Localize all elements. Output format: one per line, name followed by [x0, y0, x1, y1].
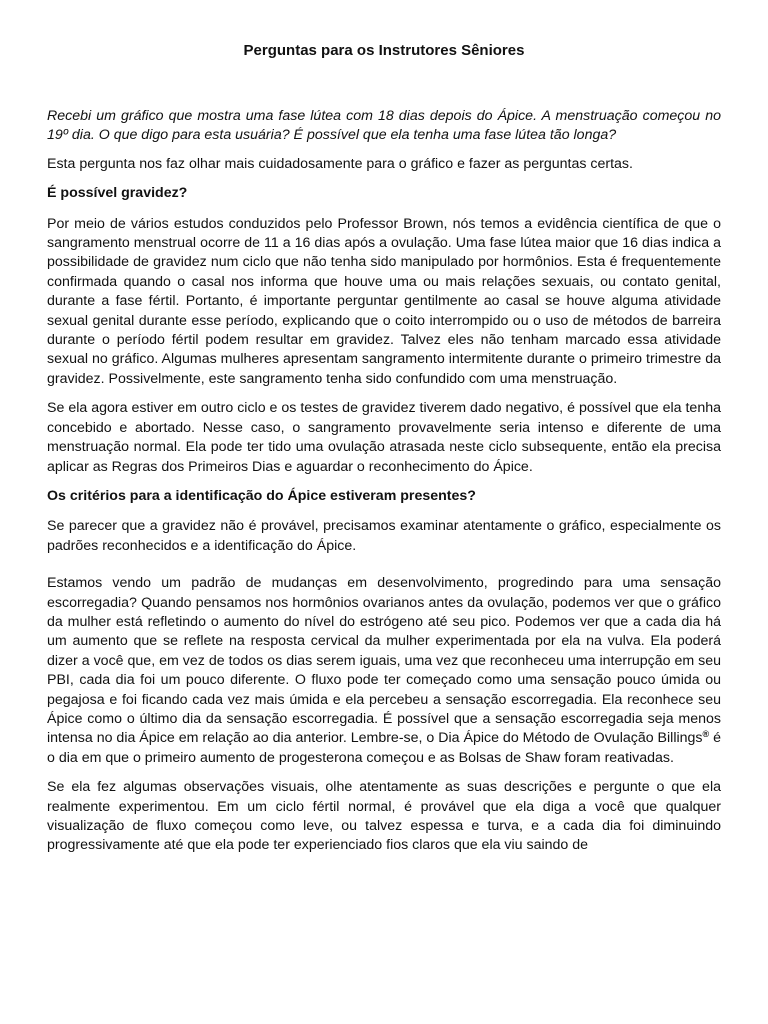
reader-question: Recebi um gráfico que mostra uma fase lútea com 18 dias depois do Ápice. A menstruação começou no 19º dia. O que digo para esta usuária? É possível que ela tenha uma fase lútea tão longa?: [47, 108, 721, 144]
paragraph-visual-observations: Se ela fez algumas observações visuais, olhe atentamente as suas descrições e pergunte o que ela realmente experimentou. Em um ciclo fértil normal, é provável que ela diga a você que qualquer visualização de fluxo começou como leve, ou talvez espessa e turva, e a cada dia foi diminuindo progressivamente até que ela pode ter experienciado fios claros que ela viu saindo de: [47, 779, 721, 854]
paragraph-examine-chart: Se parecer que a gravidez não é provável, precisamos examinar atentamente o gráfico, especialmente os padrões reconhecidos e a identificação do Ápice.: [47, 518, 721, 554]
intro-paragraph: Esta pergunta nos faz olhar mais cuidadosamente para o gráfico e fazer as perguntas certas.: [47, 155, 633, 172]
section-heading-peak-criteria: Os critérios para a identificação do Ápice estiveram presentes?: [47, 487, 476, 504]
document-body: [47, 107, 721, 856]
pattern-text-tail: é o dia em que o primeiro aumento de progesterona começou e as Bolsas de Shaw foram reativadas.: [47, 730, 721, 766]
pattern-text: Estamos vendo um padrão de mudanças em desenvolvimento, progredindo para uma sensação escorregadia? Quando pensamos nos hormônios ovarianos antes da ovulação, podemos ver que o gráfico da mulher está refletindo o aumento do nível do estrógeno até seu pico. Podemos ver que a cada dia há um aumento que se reflete na resposta cervical da mulher experimentada por ela na vulva. Ela poderá dizer a você que, em vez de todos os dias serem iguais, uma vez que reconheceu uma interrupção em seu PBI, cada dia foi um pouco diferente. O fluxo pode ter começado como uma sensação pouco úmida ou pegajosa e foi ficando cada vez mais úmida e ela percebeu a sensação escorregadia. Ela reconhece seu Ápice como o último dia da sensação escorregadia. É possível que a sensação escorregadia seja menos intensa no dia Ápice em relação ao dia anterior. Lembre-se, o Dia Ápice do Método de Ovulação Billings: [47, 575, 721, 747]
registered-mark: ®: [702, 729, 710, 740]
page-title: Perguntas para os Instrutores Sêniores: [243, 42, 525, 59]
paragraph-miscarriage: Se ela agora estiver em outro ciclo e os testes de gravidez tiverem dado negativo, é possível que ela tenha concebido e abortado. Nesse caso, o sangramento provavelmente seria intenso e diferente de uma menstruação normal. Ela pode ter tido uma ovulação atrasada neste ciclo subsequente, então ela precisa aplicar as Regras dos Primeiros Dias e aguardar o reconhecimento do Ápice.: [47, 400, 721, 475]
section-heading-pregnancy: É possível gravidez?: [47, 185, 188, 202]
paragraph-luteal-phase: Por meio de vários estudos conduzidos pelo Professor Brown, nós temos a evidência científica de que o sangramento menstrual ocorre de 11 a 16 dias após a ovulação. Uma fase lútea maior que 16 dias indica a possibilidade de gravidez num ciclo que não tenha sido manipulado por hormônios. Esta é frequentemente confirmada quando o casal nos informa que houve uma ou mais relações sexuais, ou contato genital, durante a fase fértil. Portanto, é importante perguntar gentilmente ao casal se houve alguma atividade sexual genital durante esse período, explicando que o coito interrompido ou o uso de métodos de barreira durante o período fértil podem resultar em gravidez. Talvez eles não tenham marcado essa atividade sexual no gráfico. Algumas mulheres apresentam sangramento intermitente durante o primeiro trimestre da gravidez. Possivelmente, este sangramento tenha sido confundido com uma menstruação.: [47, 215, 721, 387]
paragraph-pattern-of-change: [47, 574, 721, 768]
